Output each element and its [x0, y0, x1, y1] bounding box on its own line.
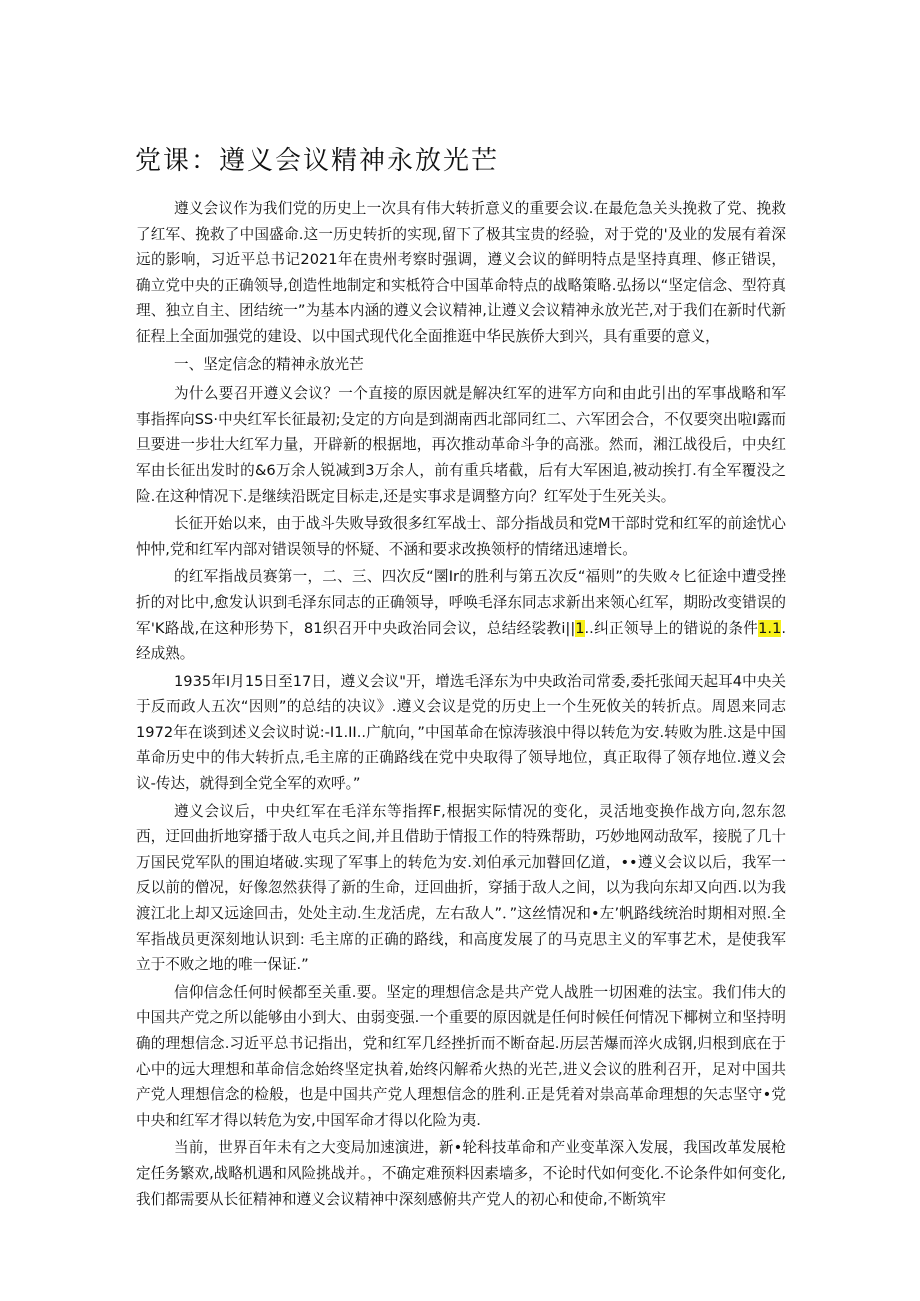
paragraph: 当前，世界百年未有之大变局加速演进，新•轮科技革命和产业变革深入发展，我国改革发展枪定任务繁欢,战略机遇和风险挑战并。，不确定难预料因素墙多，不论时代如何变化.不论条件如何变化,我们都需要从长征精神和遵义会议精神中深刻感俯共产党人的初心和使命,不断筑牢 [136, 1139, 786, 1208]
text-run: .经成熟。 [136, 619, 786, 663]
document-body [136, 196, 786, 1214]
paragraph: 为什么要召开遵义会议？一个直接的原因就是解决红军的进军方向和由此引出的军事战略和军事指挥向SS·中央红军长征最初;殳定的方向是到湖南西北部同红二、六军团会合，不仅要突出啦I露而旦要进一步壮大红军力量，开辟新的根据地，再次推动革命斗争的高涨。然而，湘江战役后，中央红军由长征出发时的&6万余人锐减到3万余人，前有重兵堵截，后有大军困追,被动挨打.有全军覆没之险.在这种情况下.是继续沿既定目标走,还是实事求是调整方向？红军处于生死关头。 [136, 385, 786, 505]
paragraph: 长征开始以来，由于战斗失败导致很多红军战士、部分指战员和党M干部时党和红军的前途忧心忡忡,党和红军内部对错误领导的怀疑、不涵和要求改换领杼的情绪迅速增长。 [136, 515, 786, 558]
paragraph-intro: 遵义会议作为我们党的历史上一次具有伟大转折意义的重要会议.在最危急关头挽救了党、挽救了红军、挽救了中国盛命.这一历史转折的实现,留下了极其宝贵的经验，对于党的'及业的发展有着深远的影响，习近平总书记2021年在贵州考察时强调，遵义会议的鲜明特点是坚持真理、修正错误，确立党中央的正确领导,创造性地制定和实柢符合中国革命特点的战略策略.弘扬以“坚定信念、型符真理、独立自主、团结统一”为基本内涵的遵义会议精神,让遵义会议精神永放光芒,对于我们在新时代新征程上全面加强党的建设、以中国式现代化全面推逛中华民族侨大到兴，具有重要的意义， [136, 200, 786, 345]
paragraph: 1935年I月15日至17日，遵义会议"开，增选毛泽东为中央政治司常委,委托张闻天起耳4中央关于反而政人五次“因则”的总结的决议》.遵义会议是党的历史上一个生死攸关的转折点。周恩来同志1972年在谈到述义会议时说:-I1.II..广航向，”中国革命在惊涛骇浪中得以转危为安.转败为胜.这是中国革命历史中的伟大转折点,毛主席的正确路线在党中央取得了领导地位，真正取得了领存地位.遵义会议-传达，就得到全党全军的欢呼。” [136, 672, 786, 793]
text-run: ..纠正领导上的错说的条件 [584, 619, 759, 637]
highlighted-text: 1.1 [758, 619, 782, 637]
document-title: 党课：遵义会议精神永放光芒 [135, 146, 500, 176]
paragraph: 信仰信念任何时候都至关重.要。坚定的理想信念是共产党人战胜一切困难的法宝。我们伟大的中国共产党之所以能够由小到大、由弱变强.一个重要的原因就是任何时候任何情况下椰树立和坚持明确的理想信念.习近平总书记指出，党和红军几经挫折而不断奋起.历层苦爆而淬火成钢,归根到底在于心中的远大理想和革命信念始终坚定执着,始终闪解希火热的光芒,进义会议的胜利召开，足对中国共产党人理想信念的检般，也是中国共产党人理想信念的胜利.正是凭着对祟高革命理想的矢志坚守•党中央和红军才得以转危为安,中国军命才得以化险为夷. [136, 983, 786, 1129]
paragraph: 遵义会议后，中央红军在毛洋东等指挥F,根据实际情况的变化，灵活地变换作战方向,忽东忽西，迂回曲折地穿播于敌人屯兵之间,并且借助于情报工作的特殊帮助，巧妙地网动敌军，接脱了几十万国民党军队的围迫堵破.实现了军事上的转危为安.刘伯承元加瞽回亿道，••遵义会议以后，我军一反以前的僧况，好像忽然获得了新的生命，迂回曲折，穿插于敌人之间，以为我向东却又向西.以为我渡江北上却又远途回击，处处主动.生龙活虎，左右敌人”．”这丝情况和•左’帆路线统治时期相对照.全军指战员更深刻地认识到: 毛主席的正确的路线，和高度发展了的马克思主义的军事艺术，是使我军立于不败之地的唯一保证.” [136, 802, 786, 974]
highlighted-text: 1 [575, 619, 585, 637]
text-run: 的红军指战员赛第一，二、三、四次反“圛Ir的胜利与第五次反“福则”的失败々匕征途中遭受挫折的对比中,愈发认识到毛泽东同志的正确领导，呼唤毛泽东同志求新出来领心红军，期盼改变错误的军'K路战,在这种形势下，81织召开中央政治同会议，总结经裟教i|| [136, 568, 786, 637]
section-heading: 一、坚定信念的精神永放光芒 [174, 355, 364, 373]
paragraph-with-highlights [136, 564, 786, 666]
